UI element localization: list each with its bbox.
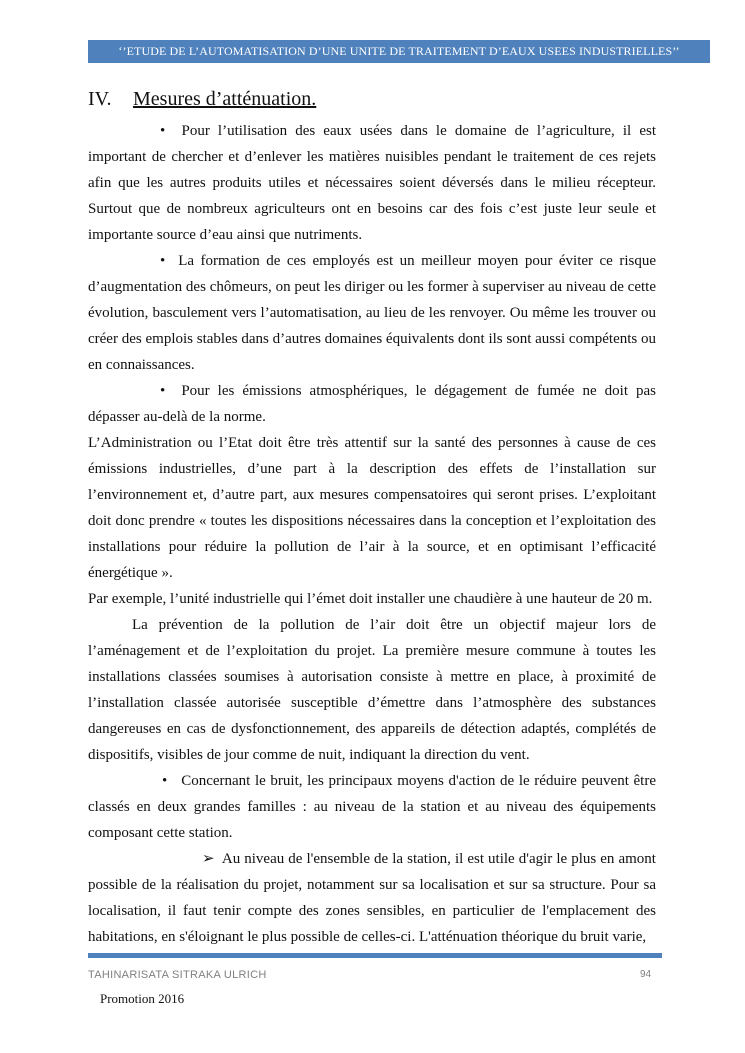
paragraph-text: Pour les émissions atmosphériques, le dégagement de fumée ne doit pas dépasser au-delà de la norme. [88,383,657,425]
paragraph-bullet-formation [88,248,656,378]
page-number: 94 [640,969,652,980]
bullet-icon: • [160,123,166,139]
paragraph-text: Au niveau de l'ensemble de la station, il est utile d'agir le plus en amont possible de la réalisation du projet, notamment sur sa localisation et sur sa structure. Pour sa localisation, il faut tenir compte des zones sensibles, en particulier de l'emplacement des habitations, en s'éloignant le plus possible de celles-ci. L'atténuation théorique du bruit varie, [88,851,656,945]
section-number: IV. [88,88,112,110]
footer-author: TAHINARISATA SITRAKA ULRICH [88,969,267,981]
section-heading [88,86,316,112]
paragraph-bullet-emissions [88,378,656,430]
paragraph-prevention: La prévention de la pollution de l’air doit être un objectif majeur lors de l’aménagement et de l’exploitation du projet. La première mesure commune à toutes les installations classées soumises à autorisation consiste à mettre en place, à proximité de l’installation classée autorisée susceptible d’émettre dans l’atmosphère des substances dangereuses en cas de dysfonctionnement, des appareils de détection adaptés, complétés de dispositifs, visibles de jour comme de nuit, indiquant la direction du vent. [88,617,656,763]
section-title: Mesures d’atténuation. [133,88,317,110]
paragraph-example: Par exemple, l’unité industrielle qui l’émet doit installer une chaudière à une hauteur de 20 m. [88,591,653,607]
footer-divider [88,953,662,958]
paragraph-arrow-station [88,846,656,950]
paragraph-text: Pour l’utilisation des eaux usées dans le domaine de l’agriculture, il est important de chercher et d’enlever les matières nuisibles pendant le traitement de ces rejets afin que les autres produits utiles et nécessaires soient déversés dans le milieu récepteur. Surtout que de nombreux agriculteurs ont en besoins car des fois c’est juste leur seule et importante source d’eau ainsi que nutriments. [88,123,656,243]
paragraph-bullet-bruit [88,768,656,846]
bullet-icon: • [162,773,168,789]
document-body [88,118,656,950]
footer-promotion: Promotion 2016 [100,991,185,1006]
running-header [88,40,710,63]
bullet-icon: • [160,383,166,399]
paragraph-text: La formation de ces employés est un meilleur moyen pour éviter ce risque d’augmentation des chômeurs, on peut les diriger ou les former à superviser au niveau de cette évolution, basculement vers l’automatisation, au lieu de les renvoyer. Ou même les trouver ou créer des emplois stables dans d’autres domaines équivalents dont ils sont aussi compétents ou en connaissances. [88,253,656,373]
paragraph-text: Concernant le bruit, les principaux moyens d'action de le réduire peuvent être classés en deux grandes familles : au niveau de la station et au niveau des équipements composant cette station. [88,773,656,841]
arrow-bullet-icon: ➢ [202,851,215,867]
bullet-icon: • [160,253,166,269]
running-header-title: ‘’ETUDE DE L’AUTOMATISATION D’UNE UNITE DE TRAITEMENT D’EAUX USEES INDUSTRIELLES’’ [118,44,680,58]
paragraph-administration: L’Administration ou l’Etat doit être très attentif sur la santé des personnes à cause de ces émissions industrielles, d’une part à la description des effets de l’installation sur l’environnement et, d’autre part, aux mesures compensatoires qui seront prises. L’exploitant doit donc prendre « toutes les dispositions nécessaires dans la conception et l’exploitation des installations pour réduire la pollution de l’air à la source, et en optimisant l’efficacité énergétique ». [88,435,656,581]
paragraph-bullet-agriculture [88,118,656,248]
